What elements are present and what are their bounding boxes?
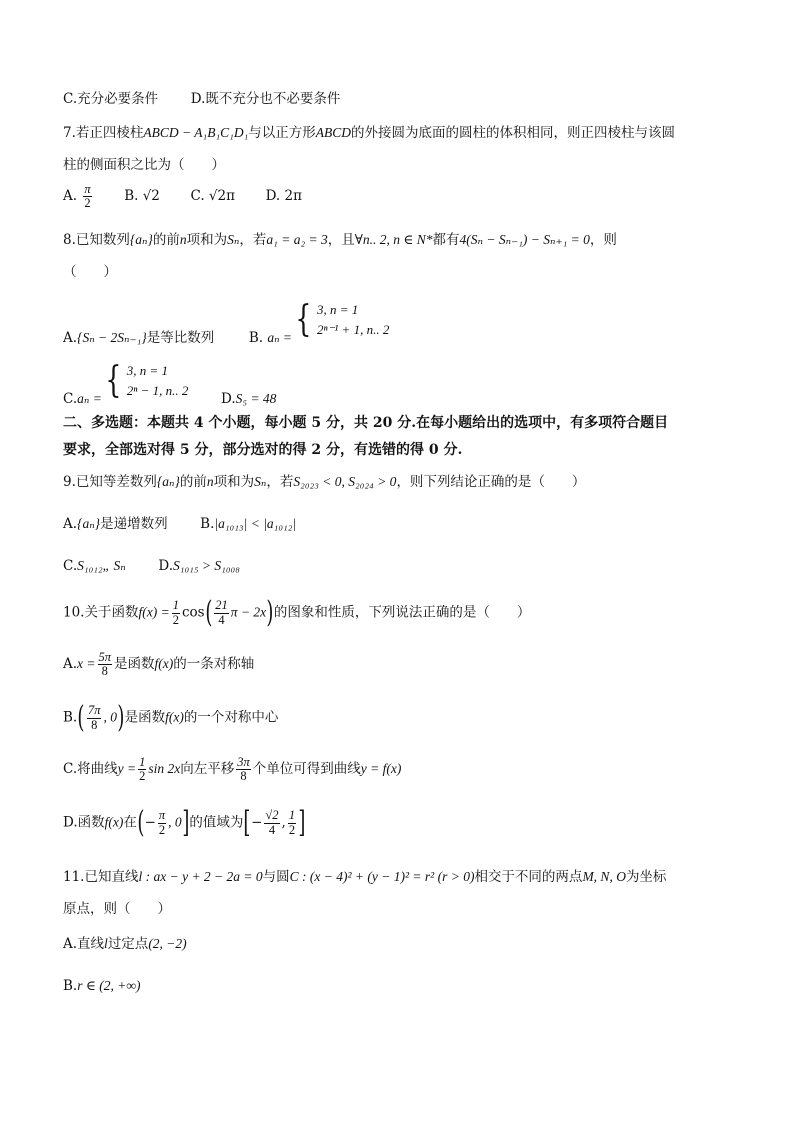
q11-option-b-expr: r ∈ (2, +∞)	[77, 978, 141, 993]
q10-option-c-num: 1	[139, 755, 146, 769]
section2-line2: 要求，全部选对得 5 分，部分选对的得 2 分，有选错的得 0 分.	[63, 442, 463, 458]
q10-option-c-shift-den: 8	[240, 769, 247, 784]
q7-option-c: C. √2π	[190, 188, 235, 205]
q10-half	[172, 599, 180, 626]
q10-option-a	[63, 651, 254, 678]
q10-cos: cos	[181, 604, 205, 621]
q8-text-g: ，则	[589, 232, 617, 248]
q10-text-b: 的图象和性质，下列说法正确的是（ ）	[273, 604, 531, 621]
q9-sn: Sₙ	[254, 474, 267, 489]
q10-option-d-interval-num: π	[158, 808, 166, 823]
section2-line1: 二、多选题：本题共 4 个小题，每小题 5 分，共 20 分.在每小题给出的选项中，有多项符合题目	[63, 415, 669, 431]
q9-text-c: 项和为	[213, 474, 255, 490]
q10-option-c-y: y =	[117, 761, 137, 777]
q8-option-b-case2: 2ⁿ⁻¹ + 1, n.. 2	[316, 322, 390, 338]
q9-n: n	[206, 474, 214, 489]
q8-text-b: 的前	[152, 232, 180, 248]
q11-stem-line2: 原点，则（ ）	[63, 901, 171, 917]
q9-option-d: S₁₀₁₅ > S₁₀₀₈	[173, 558, 240, 573]
q10-option-d-range-text: 的值域为	[189, 814, 244, 831]
q9-option-a-text: 是递增数列	[100, 516, 168, 532]
q7-option-a: A.	[63, 188, 78, 205]
q6-options	[63, 93, 340, 107]
q10-option-c-label: C.将曲线	[63, 761, 118, 778]
q11-option-a-point: (2, −2)	[148, 936, 187, 951]
q10-option-d-range-hi-num: 1	[288, 808, 296, 823]
q10-option-c-sin: sin 2x	[148, 761, 181, 777]
q11-option-b-label: B.	[63, 978, 78, 994]
q10-option-c-curve: y = f(x)	[360, 761, 402, 777]
q10-option-c-mid: 向左平移	[180, 761, 235, 778]
q8-text-d: ，若	[239, 232, 267, 248]
q10-option-b-text: 是函数	[124, 709, 166, 726]
q8-option-c-lhs: aₙ =	[77, 391, 102, 407]
q8-n: n	[179, 232, 187, 247]
q11-option-b	[63, 979, 140, 994]
q7-text-b: 与以正方形	[248, 125, 316, 141]
q11-stem	[63, 870, 666, 885]
q8-option-c-case1: 3, n = 1	[126, 363, 169, 378]
q10-option-d-range-hi-den: 2	[288, 822, 296, 837]
q7-text-c: 的外接圆为底面的圆柱的体积相同，则正四棱柱与该圆	[351, 125, 676, 141]
q10-option-b-zero: , 0	[103, 709, 117, 725]
q8-option-b-lhs: aₙ =	[267, 330, 293, 346]
q8-text-f: 都有	[432, 232, 460, 248]
q11-line: l : ax − y + 2 − 2a = 0	[138, 869, 263, 884]
q10-option-b: B.( $\frac{7\pi}{8}$ , 0)是函数f(x)的一个对称中心	[63, 700, 279, 735]
q11-option-a-tail: 过定点	[107, 936, 149, 952]
q10-option-d-range-lo-num: √2	[265, 808, 279, 823]
q10-half-den: 2	[172, 612, 179, 627]
q11-option-a-text: A.直线	[63, 936, 105, 952]
q10-option-c-tail: 个单位可得到曲线	[252, 761, 361, 778]
q11-points: M, N, O	[582, 869, 626, 884]
q10-option-a-frac	[98, 651, 113, 678]
q10-option-d-label: D.函数	[63, 814, 105, 831]
q8-options-cd: C.aₙ = { 3, n = 1 2ⁿ − 1, n.. 2 D.S₅ = 48	[63, 360, 277, 408]
q8-option-a-text: 是等比数列	[146, 330, 215, 347]
q10-option-b-tail: 的一个对称中心	[183, 709, 279, 726]
q11-text-b: 与圆	[262, 869, 290, 885]
q10-option-c-den: 2	[139, 769, 146, 784]
q8-option-b-case1: 3, n = 1	[316, 302, 359, 317]
q11-text-c: 相交于不同的两点	[474, 869, 583, 885]
q10-option-d-range-lo-den: 4	[268, 822, 276, 837]
q8-option-a-expr: {Sₙ − 2Sₙ₋₁}	[77, 330, 147, 346]
q7-a-num: π	[84, 182, 91, 196]
q9-text-d: ，若	[266, 474, 294, 490]
q10-option-d-neg: −	[144, 814, 156, 831]
q10-option-a-label: A.	[63, 656, 78, 673]
q7-stem-line2: 柱的侧面积之比为（ ）	[63, 157, 225, 173]
q9-cond: S₂₀₂₃ < 0, S₂₀₂₄ > 0	[293, 474, 397, 489]
q10-option-c-shift	[236, 756, 251, 783]
q9-option-a-expr: {aₙ}	[77, 516, 101, 531]
q8-cond: a₁ = a₂ = 3	[266, 232, 328, 247]
q10-option-a-tail: 的一条对称轴	[173, 656, 255, 673]
q7-option-d: D. 2π	[265, 188, 302, 205]
q10-option-b-label: B.	[63, 709, 78, 726]
q10-option-a-x: x =	[77, 656, 96, 672]
q10-option-d-f: f(x)	[104, 814, 124, 830]
q10-option-c-frac	[138, 756, 146, 783]
q10-option-b-frac	[87, 704, 102, 731]
q10-option-d-interval-den: 2	[158, 822, 166, 837]
q9-options-cd: C.S₁₀₁₂„ Sₙ D.S₁₀₁₅ > S₁₀₀₈	[63, 558, 240, 574]
q8-option-c-case2: 2ⁿ − 1, n.. 2	[126, 383, 189, 399]
q11-text-a: 11.已知直线	[63, 869, 139, 885]
q10-option-d-zero: , 0	[168, 814, 182, 830]
q10-text-a: 10.关于函数	[63, 604, 139, 621]
q11-circle: C : (x − 4)² + (y − 1)² = r² (r > 0)	[289, 869, 475, 884]
q7-text-a: 7.若正四棱柱	[63, 125, 144, 141]
q7-a-den: 2	[84, 196, 91, 211]
q7-option-b: B. √2	[124, 188, 160, 205]
q11-text-d: 为坐标	[625, 869, 667, 885]
q6-option-c: C.充分必要条件	[63, 91, 159, 107]
q10-option-b-f: f(x)	[165, 709, 184, 725]
q8-options-ab: A.{Sₙ − 2Sₙ₋₁}是等比数列 B. aₙ = { 3, n = 1 2ⁿ⁻¹ + 1, n.. 2	[63, 299, 390, 347]
q10-option-d-range-hi	[288, 809, 296, 836]
q10-option-d: D.函数f(x)在(− $\frac{\pi}{2}$ , 0]的值域为[− $\frac{√2}{4}$ , $\frac{1}{2}$ ]	[63, 805, 306, 840]
q8-text-a: 8.已知数列	[63, 232, 130, 248]
q8-sn: Sₙ	[227, 232, 240, 247]
q10-option-b-den: 8	[91, 717, 98, 732]
q10-inner-num: 21	[215, 598, 228, 613]
q9-option-c: S₁₀₁₂„ Sₙ	[77, 558, 126, 573]
q9-text-a: 9.已知等差数列	[63, 474, 157, 490]
q7-stem	[63, 126, 675, 141]
q7-prism: ABCD − A₁B₁C₁D₁	[143, 125, 249, 140]
q8-option-b-cases	[317, 300, 389, 340]
q7-square: ABCD	[315, 125, 352, 140]
q10-option-a-text: 是函数	[114, 656, 155, 673]
q8-text-e: ，且	[327, 232, 355, 248]
q10-stem: 10.关于函数f(x) = $\frac{1}{2}$ cos( $\frac{21}{4}$ π − 2x)的图象和性质，下列说法正确的是（ ）	[63, 595, 531, 630]
q10-inner-tail: π − 2x	[230, 604, 267, 620]
q10-option-a-den: 8	[101, 664, 108, 679]
q11-option-a	[63, 937, 187, 952]
q10-option-a-f: f(x)	[154, 656, 174, 672]
q8-paren: （ ）	[63, 264, 117, 280]
q10-inner-frac	[214, 599, 229, 626]
q9-seq: {aₙ}	[156, 474, 180, 489]
q10-option-c	[63, 756, 401, 783]
q10-option-b-num: 7π	[87, 703, 101, 718]
q8-option-c-cases	[127, 361, 189, 401]
q10-option-d-interval	[158, 809, 166, 836]
q10-option-c-shift-num: 3π	[237, 755, 250, 769]
q7-options	[63, 183, 302, 210]
q6-option-d: D.既不充分也不必要条件	[190, 91, 341, 107]
q10-inner-den: 4	[218, 612, 225, 627]
q10-fx: f(x) =	[138, 604, 170, 620]
q8-option-d: S₅ = 48	[235, 391, 277, 407]
q8-stem	[63, 233, 617, 248]
q10-half-num: 1	[172, 598, 179, 613]
q9-stem	[63, 475, 585, 490]
q9-text-b: 的前	[179, 474, 207, 490]
q10-option-d-in: 在	[123, 814, 137, 831]
q8-forall: ∀n.. 2, n ∈ N*	[354, 232, 433, 247]
q9-options-ab: A.{aₙ}是递增数列 B.|a₁₀₁₃| < |a₁₀₁₂|	[63, 516, 297, 532]
q8-seq: {aₙ}	[129, 232, 153, 247]
q10-option-a-num: 5π	[98, 650, 112, 664]
q9-text-e: ，则下列结论正确的是（ ）	[396, 474, 586, 490]
q8-text-c: 项和为	[186, 232, 228, 248]
q9-option-b: |a₁₀₁₃| < |a₁₀₁₂|	[214, 516, 297, 531]
q10-option-d-range-lo	[264, 809, 279, 836]
q11-option-a-l: l	[104, 936, 108, 951]
q8-eq: 4(Sₙ − Sₙ₋₁) − Sₙ₊₁ = 0	[459, 232, 590, 247]
q7-option-a-fraction	[83, 183, 91, 210]
